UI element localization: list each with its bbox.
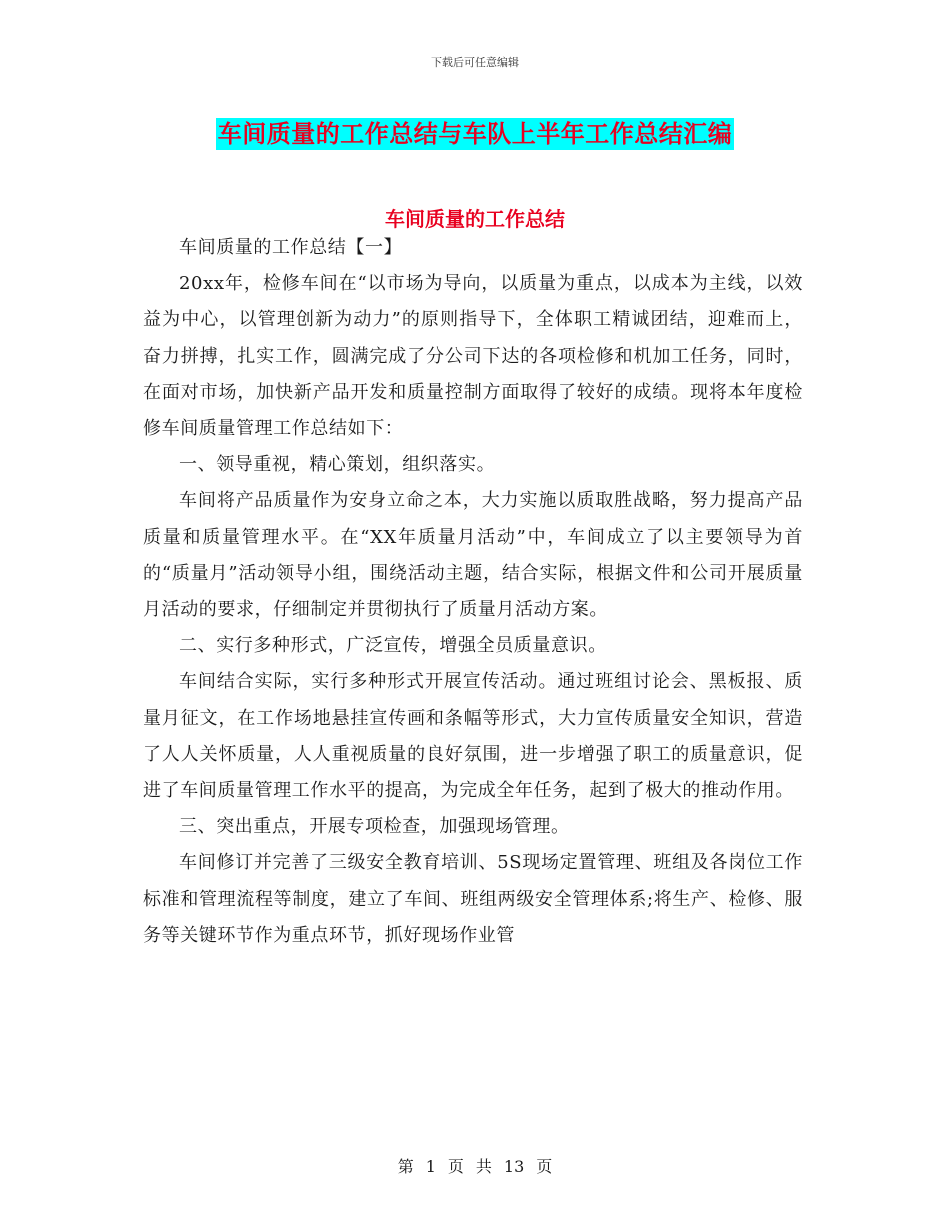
footer-total-label: 共 <box>475 1157 492 1176</box>
document-title: 车间质量的工作总结与车队上半年工作总结汇编 <box>217 120 733 148</box>
paragraph: 车间修订并完善了三级安全教育培训、5S现场定置管理、班组及各岗位工作标准和管理流程等制度，建立了车间、班组两级安全管理体系;将生产、检修、服务等关键环节作为重点环节，抓好现场作业管 <box>143 852 803 946</box>
paragraph-heading: 二、实行多种形式，广泛宣传，增强全员质量意识。 <box>179 635 607 657</box>
paragraph-heading: 车间质量的工作总结【一】 <box>179 237 403 258</box>
paragraph: 车间结合实际，实行多种形式开展宣传活动。通过班组讨论会、黑板报、质量月征文，在工作场地悬挂宣传画和条幅等形式，大力宣传质量安全知识，营造了人人关怀质量，人人重视质量的良好氛围，进一步增强了职工的质量意识，促进了车间质量管理工作水平的提高，为完成全年任务，起到了极大的推动作用。 <box>143 671 803 802</box>
paragraph-heading: 三、突出重点，开展专项检查，加强现场管理。 <box>179 816 570 838</box>
document-title-wrapper <box>0 114 950 149</box>
document-body <box>143 230 803 954</box>
paragraph-heading: 一、领导重视，精心策划，组织落实。 <box>179 454 496 476</box>
header-note: 下载后可任意编辑 <box>431 56 519 69</box>
footer-page-label: 第 <box>397 1157 414 1176</box>
footer-page-unit: 页 <box>447 1157 464 1176</box>
page-footer <box>0 1154 950 1177</box>
section-title: 车间质量的工作总结 <box>385 207 565 231</box>
paragraph: 20xx年，检修车间在“以市场为导向，以质量为重点，以成本为主线，以效益为中心，以管理创新为动力”的原则指导下，全体职工精诚团结，迎难而上，奋力拼搏，扎实工作，圆满完成了分公司下达的各项检修和机加工任务，同时，在面对市场，加快新产品开发和质量控制方面取得了较好的成绩。现将本年度检修车间质量管理工作总结如下： <box>143 273 803 440</box>
paragraph: 车间将产品质量作为安身立命之本，大力实施以质取胜战略，努力提高产品质量和质量管理水平。在“XX年质量月活动”中，车间成立了以主要领导为首的“质量月”活动领导小组，围绕活动主题，结合实际，根据文件和公司开展质量月活动的要求，仔细制定并贯彻执行了质量月活动方案。 <box>143 490 803 621</box>
footer-page-number: 1 <box>425 1157 436 1176</box>
footer-total-pages: 13 <box>503 1157 525 1176</box>
footer-total-unit: 页 <box>536 1157 553 1176</box>
